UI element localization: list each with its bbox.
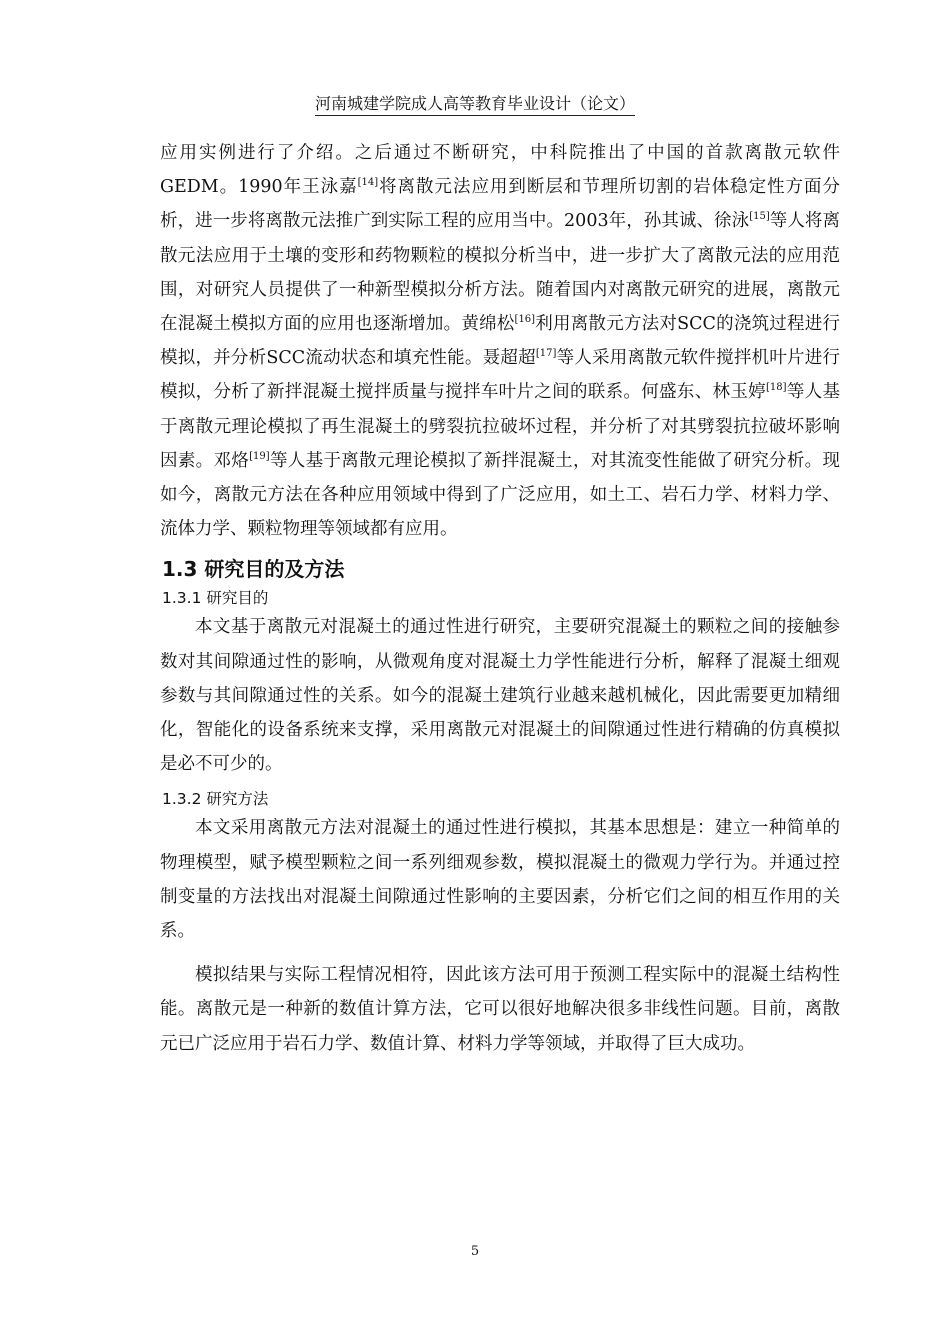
subsection-heading-method: 1.3.2 研究方法 [162,790,269,809]
text-segment: 等人基于离散元理论模拟了再生混凝土的劈裂抗拉破坏过程，并分析了对其劈裂抗拉破坏影响因素。邓烙 [160,382,841,471]
paragraph-gap [160,948,840,958]
section-heading: 1.3 研究目的及方法 [162,557,345,582]
text-segment: 将离散元法应用到断层和节理所切割的岩体稳定性方面分析，进一步将离散元法推广到实际工程的应用当中。2003年，孙其诚、徐泳 [160,177,840,232]
subsection-heading-purpose: 1.3.1 研究目的 [162,589,269,608]
text-segment: 等人采用离散元软件搅拌机叶片进行模拟，分析了新拌混凝土搅拌质量与搅拌车叶片之间的联系。何盛东、林玉婷 [160,348,840,403]
text-segment: 等人将离散元法应用于土壤的变形和药物颗粒的模拟分析当中，进一步扩大了离散元法的应用范围，对研究人员提供了一种新型模拟分析方法。随着国内对离散元研究的进展，离散元在混凝土模拟方面的应用也逐渐增加。黄绵松 [160,211,840,335]
citation: [17] [535,348,557,360]
page-header [0,91,950,114]
paragraph-literature-review [160,136,840,546]
paragraph-purpose: 本文基于离散元对混凝土的通过性进行研究，主要研究混凝土的颗粒之间的接触参数对其间隙通过性的影响，从微观角度对混凝土力学性能进行分析，解释了混凝土细观参数与其间隙通过性的关系。如今的混凝土建筑行业越来越机械化，因此需要更加精细化，智能化的设备系统来支撑，采用离散元对混凝土的间隙通过性进行精确的仿真模拟是必不可少的。 [160,617,840,775]
citation: [18] [766,382,787,394]
header-title: 河南城建学院成人高等教育毕业设计（论文） [315,94,635,116]
page-number: 5 [470,1244,480,1259]
paragraph-results: 模拟结果与实际工程情况相符，因此该方法可用于预测工程实际中的混凝土结构性能。离散元是一种新的数值计算方法，它可以很好地解决很多非线性问题。目前，离散元已广泛应用于岩石力学、数值计算、材料力学等领域，并取得了巨大成功。 [160,965,840,1054]
citation: [15] [749,211,770,223]
text-segment: 利用离散元方法对SCC的浇筑过程进行模拟，并分析SCC流动状态和填充性能。聂超超 [160,314,840,369]
citation: [19] [249,451,270,462]
document-body [160,136,840,1061]
text-segment: 等人基于离散元理论模拟了新拌混凝土，对其流变性能做了研究分析。现如今，离散元方法在各种应用领域中得到了广泛应用，如土工、岩石力学、材料力学、流体力学、颗粒物理等领域都有应用。 [160,450,841,540]
text-segment: 应用实例进行了介绍。之后通过不断研究，中科院推出了中国的首款离散元软件GEDM。1990年王泳嘉 [160,143,840,198]
citation: [14] [357,177,379,189]
citation: [16] [514,314,536,326]
paragraph-method: 本文采用离散元方法对混凝土的通过性进行模拟，其基本思想是：建立一种简单的物理模型，赋予模型颗粒之间一系列细观参数，模拟混凝土的微观力学行为。并通过控制变量的方法找出对混凝土间隙通过性影响的主要因素，分析它们之间的相互作用的关系。 [160,818,840,942]
